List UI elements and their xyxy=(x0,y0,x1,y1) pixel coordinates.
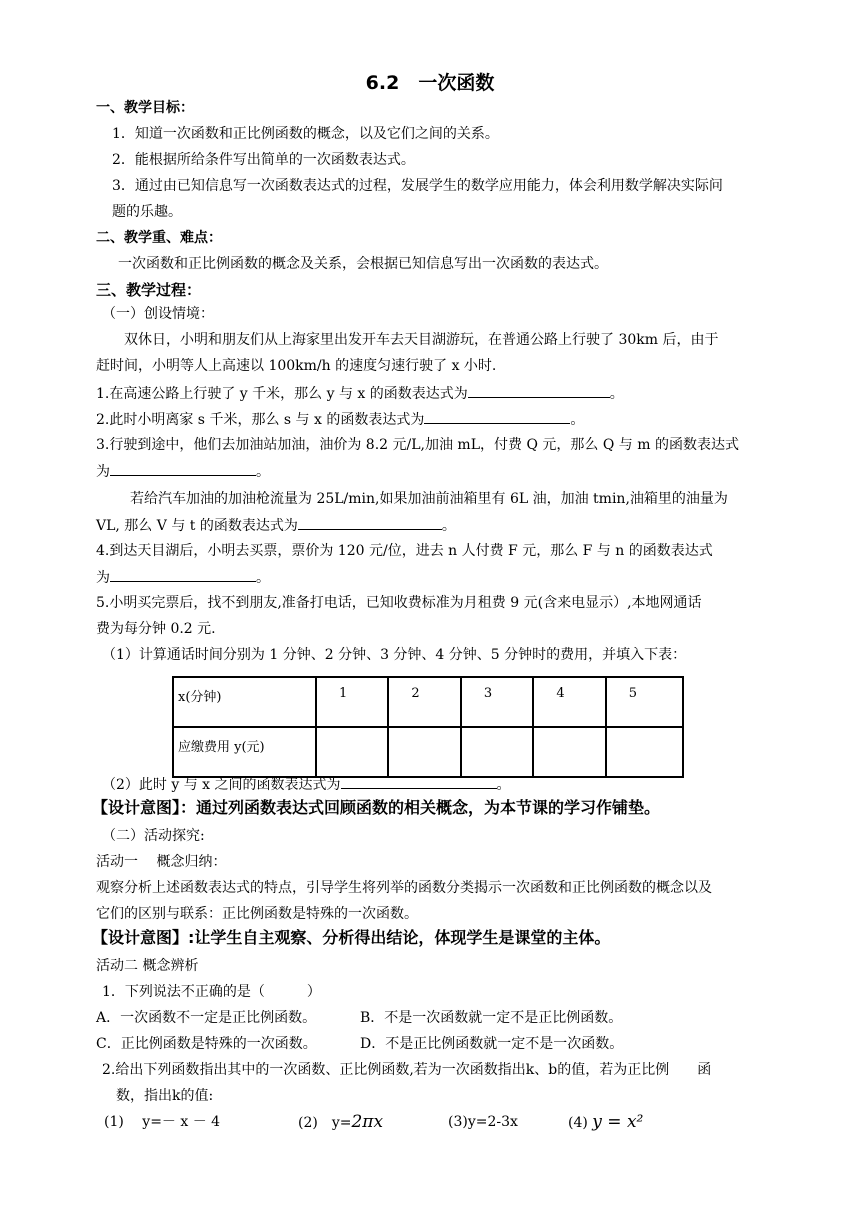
function-1: (1) y=－ x － 4 xyxy=(104,1114,221,1130)
table-input-cell[interactable] xyxy=(461,727,533,777)
answer-blank[interactable] xyxy=(110,461,256,476)
part1-heading: （一）创设情境： xyxy=(102,306,214,322)
table-cell: 4 xyxy=(533,677,605,727)
table-cell: 3 xyxy=(461,677,533,727)
question-1: 1.在高速公路上行驶了 y 千米，那么 y 与 x 的函数表达式为 。 xyxy=(96,383,624,404)
table-input-cell[interactable] xyxy=(316,727,388,777)
key-points: 一次函数和正比例函数的概念及关系，会根据已知信息写出一次函数的表达式。 xyxy=(118,256,608,272)
question-5-cont: 费为每分钟 0.2 元. xyxy=(96,621,216,637)
mc-option-d: D．不是正比例函数就一定不是一次函数。 xyxy=(360,1036,624,1052)
question-4-cont: 为 。 xyxy=(96,567,270,588)
intro-line-2: 赶时间，小明等人上高速以 100km/h 的速度匀速行驶了 x 小时. xyxy=(96,358,497,374)
function-2: (2) y=2πx xyxy=(298,1112,384,1132)
objective-1: 1．知道一次函数和正比例函数的概念，以及它们之间的关系。 xyxy=(112,126,499,142)
page-title: 6.2 一次函数 xyxy=(365,72,495,94)
table-input-cell[interactable] xyxy=(388,727,460,777)
table-cell: 1 xyxy=(316,677,388,727)
question-5-part1: （1）计算通话时间分别为 1 分钟、2 分钟、3 分钟、4 分钟、5 分钟时的费用，并填入下表： xyxy=(102,647,687,663)
mc-question: 1．下列说法不正确的是（ ） xyxy=(102,984,321,1000)
table-row xyxy=(173,677,683,727)
objective-3-cont: 题的乐趣。 xyxy=(112,204,182,220)
intro-line-1: 双休日，小明和朋友们从上海家里出发开车去天目湖游玩，在普通公路上行驶了 30km 后，由于 xyxy=(124,332,719,348)
section2-heading: 二、教学重、难点： xyxy=(96,230,222,246)
question-2-function-cont: 数，指出k的值: xyxy=(116,1088,214,1104)
activity-1-heading: 活动一 概念归纳： xyxy=(96,854,227,870)
table-cell: 2 xyxy=(388,677,460,727)
function-3: (3)y=2-3x xyxy=(448,1114,518,1130)
question-3-extra: 若给汽车加油的加油枪流量为 25L/min,如果加油前油箱里有 6L 油，加油 tmin,油箱里的油量为 xyxy=(130,491,728,507)
objective-3: 3．通过由已知信息写一次函数表达式的过程，发展学生的数学应用能力，体会利用数学解决实际问 xyxy=(112,178,723,194)
answer-blank[interactable] xyxy=(424,409,570,424)
mc-option-c: C．正比例函数是特殊的一次函数。 xyxy=(96,1036,317,1052)
table-row xyxy=(173,727,683,777)
table-input-cell[interactable] xyxy=(606,727,683,777)
mc-option-a: A．一次函数不一定是正比例函数。 xyxy=(96,1010,317,1026)
question-3: 3.行驶到途中，他们去加油站加油，油价为 8.2 元/L,加油 mL，付费 Q 元，那么 Q 与 m 的函数表达式 xyxy=(96,437,739,453)
question-5: 5.小明买完票后，找不到朋友,准备打电话，已知收费标准为月租费 9 元(含来电显示）,本地网通话 xyxy=(96,595,702,611)
answer-blank[interactable] xyxy=(341,774,497,789)
answer-blank[interactable] xyxy=(110,567,256,582)
question-3-extra-cont: VL, 那么 V 与 t 的函数表达式为 。 xyxy=(96,515,456,536)
question-3-cont: 为 。 xyxy=(96,461,270,482)
section3-heading: 三、教学过程： xyxy=(96,281,202,299)
answer-blank[interactable] xyxy=(298,515,442,530)
activity-1-text-cont: 它们的区别与联系：正比例函数是特殊的一次函数。 xyxy=(96,906,418,922)
activity-1-text: 观察分析上述函数表达式的特点，引导学生将列举的函数分类揭示一次函数和正比例函数的概念以及 xyxy=(96,880,712,896)
table-input-cell[interactable] xyxy=(533,727,605,777)
activity-2-heading: 活动二 概念辨析 xyxy=(96,958,199,974)
part2-heading: （二）活动探究: xyxy=(102,828,205,844)
formula-x-squared: y = x² xyxy=(592,1112,644,1132)
formula-2pix: 2πx xyxy=(351,1112,384,1132)
design-intent-2: 【设计意图】:让学生自主观察、分析得出结论，体现学生是课堂的主体。 xyxy=(92,928,611,947)
question-2-function: 2.给出下列函数指出其中的一次函数、正比例函数,若为一次函数指出k、b的值，若为正比例 函 xyxy=(102,1062,712,1078)
question-5-part2: （2）此时 y 与 x 之间的函数表达式为 。 xyxy=(102,774,511,795)
table-header-y: 应缴费用 y(元) xyxy=(173,727,316,777)
question-4: 4.到达天目湖后，小明去买票，票价为 120 元/位，进去 n 人付费 F 元，那么 F 与 n 的函数表达式 xyxy=(96,543,713,559)
design-intent-1: 【设计意图】：通过列函数表达式回顾函数的相关概念，为本节课的学习作铺垫。 xyxy=(92,798,661,817)
fee-table xyxy=(172,676,684,778)
table-header-x: x(分钟) xyxy=(173,677,316,727)
mc-option-b: B．不是一次函数就一定不是正比例函数。 xyxy=(360,1010,623,1026)
answer-blank[interactable] xyxy=(468,383,610,398)
objective-2: 2．能根据所给条件写出简单的一次函数表达式。 xyxy=(112,152,415,168)
function-4: (4) y = x² xyxy=(568,1112,644,1132)
section1-heading: 一、教学目标： xyxy=(96,100,194,116)
question-2: 2.此时小明离家 s 千米，那么 s 与 x 的函数表达式为 。 xyxy=(96,409,584,430)
table-cell: 5 xyxy=(606,677,683,727)
